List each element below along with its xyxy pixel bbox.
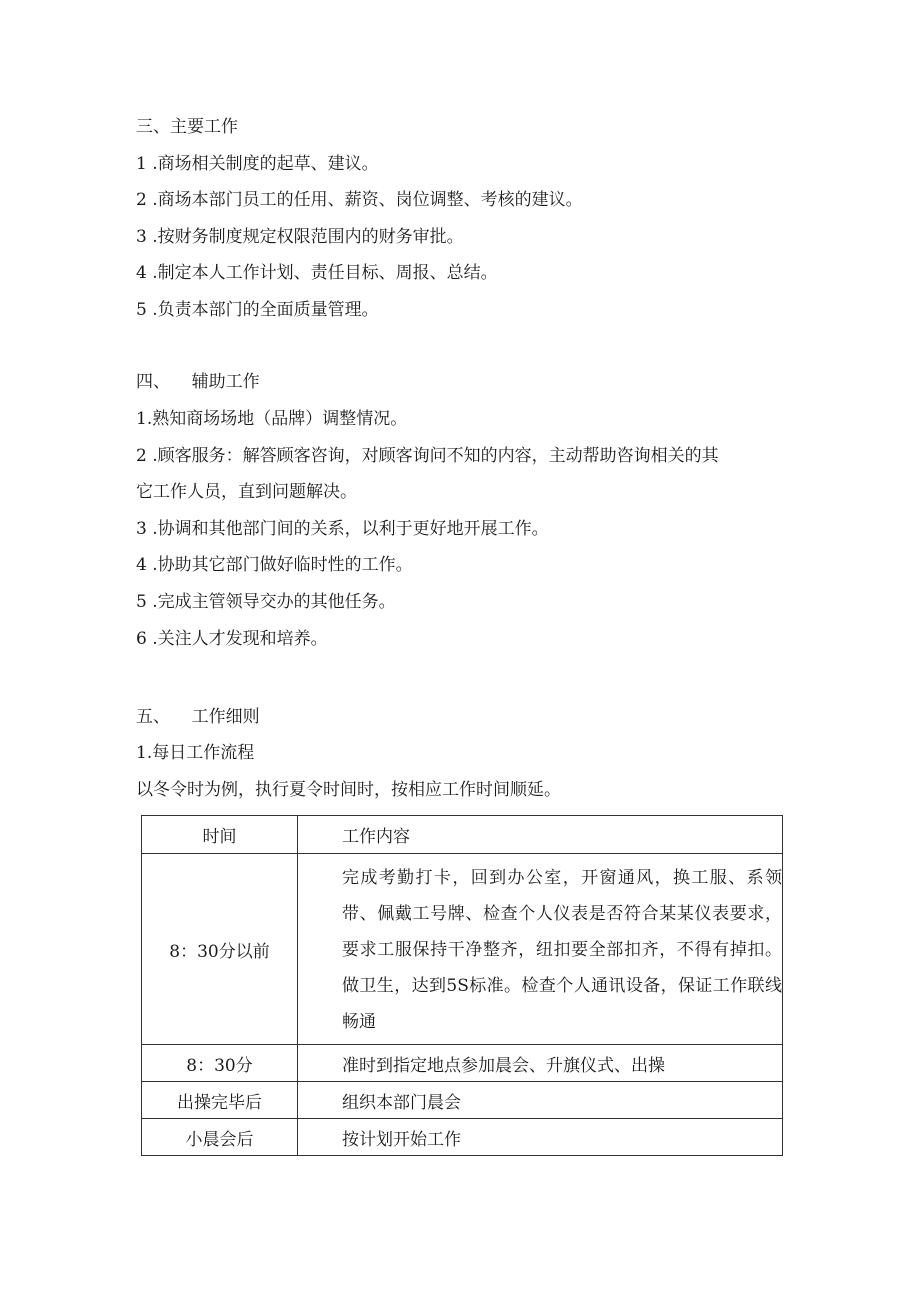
row-1-time: 8：30分以前 <box>142 854 298 1045</box>
row-3-content: 组织本部门晨会 <box>298 1082 783 1119</box>
section-4-item-1: 1.熟知商场场地（品牌）调整情况。 <box>136 409 408 429</box>
section-3-title: 三、主要工作 <box>136 117 238 137</box>
section-4-item-2: 2 .顾客服务：解答顾客咨询，对顾客询问不知的内容，主动帮助咨询相关的其 <box>136 446 719 466</box>
section-4-title: 四、 辅助工作 <box>136 372 260 392</box>
row-1-content: 完成考勤打卡，回到办公室，开窗通风，换工服、系领带、佩戴工号牌、检查个人仪表是否符合某某仪表要求，要求工服保持干净整齐，纽扣要全部扣齐，不得有掉扣。做卫生，达到5S标准。检查个人通讯设备，保证工作联线畅通 <box>342 868 782 1032</box>
section-3-item-3: 3 .按财务制度规定权限范围内的财务审批。 <box>136 227 464 247</box>
row-4-content: 按计划开始工作 <box>298 1119 783 1156</box>
section-5-subtitle: 1.每日工作流程 <box>136 743 255 763</box>
section-3-item-2: 2 .商场本部门员工的任用、薪资、岗位调整、考核的建议。 <box>136 190 583 210</box>
table-row <box>142 1119 783 1156</box>
table-row <box>142 1082 783 1119</box>
section-4-item-4: 4 .协助其它部门做好临时性的工作。 <box>136 555 413 575</box>
section-4-item-5: 5 .完成主管领导交办的其他任务。 <box>136 592 396 612</box>
row-4-time: 小晨会后 <box>142 1119 298 1156</box>
table-row <box>142 854 783 1045</box>
header-time: 时间 <box>142 816 298 854</box>
row-2-time: 8：30分 <box>142 1045 298 1082</box>
row-2-content: 准时到指定地点参加晨会、升旗仪式、出操 <box>298 1045 783 1082</box>
section-4-item-3: 3 .协调和其他部门间的关系，以利于更好地开展工作。 <box>136 519 549 539</box>
row-3-time: 出操完毕后 <box>142 1082 298 1119</box>
work-schedule-table <box>141 815 783 1156</box>
section-4-item-2-cont: 它工作人员，直到问题解决。 <box>136 482 357 502</box>
header-content: 工作内容 <box>298 816 783 854</box>
section-5-intro: 以冬令时为例，执行夏令时间时，按相应工作时间顺延。 <box>136 780 561 800</box>
section-5-title: 五、 工作细则 <box>136 707 260 727</box>
table-header-row <box>142 816 783 854</box>
section-3-item-4: 4 .制定本人工作计划、责任目标、周报、总结。 <box>136 263 498 283</box>
table-row <box>142 1045 783 1082</box>
section-3-item-5: 5 .负责本部门的全面质量管理。 <box>136 300 379 320</box>
section-4-item-6: 6 .关注人才发现和培养。 <box>136 629 328 649</box>
section-3-item-1: 1 .商场相关制度的起草、建议。 <box>136 154 379 174</box>
